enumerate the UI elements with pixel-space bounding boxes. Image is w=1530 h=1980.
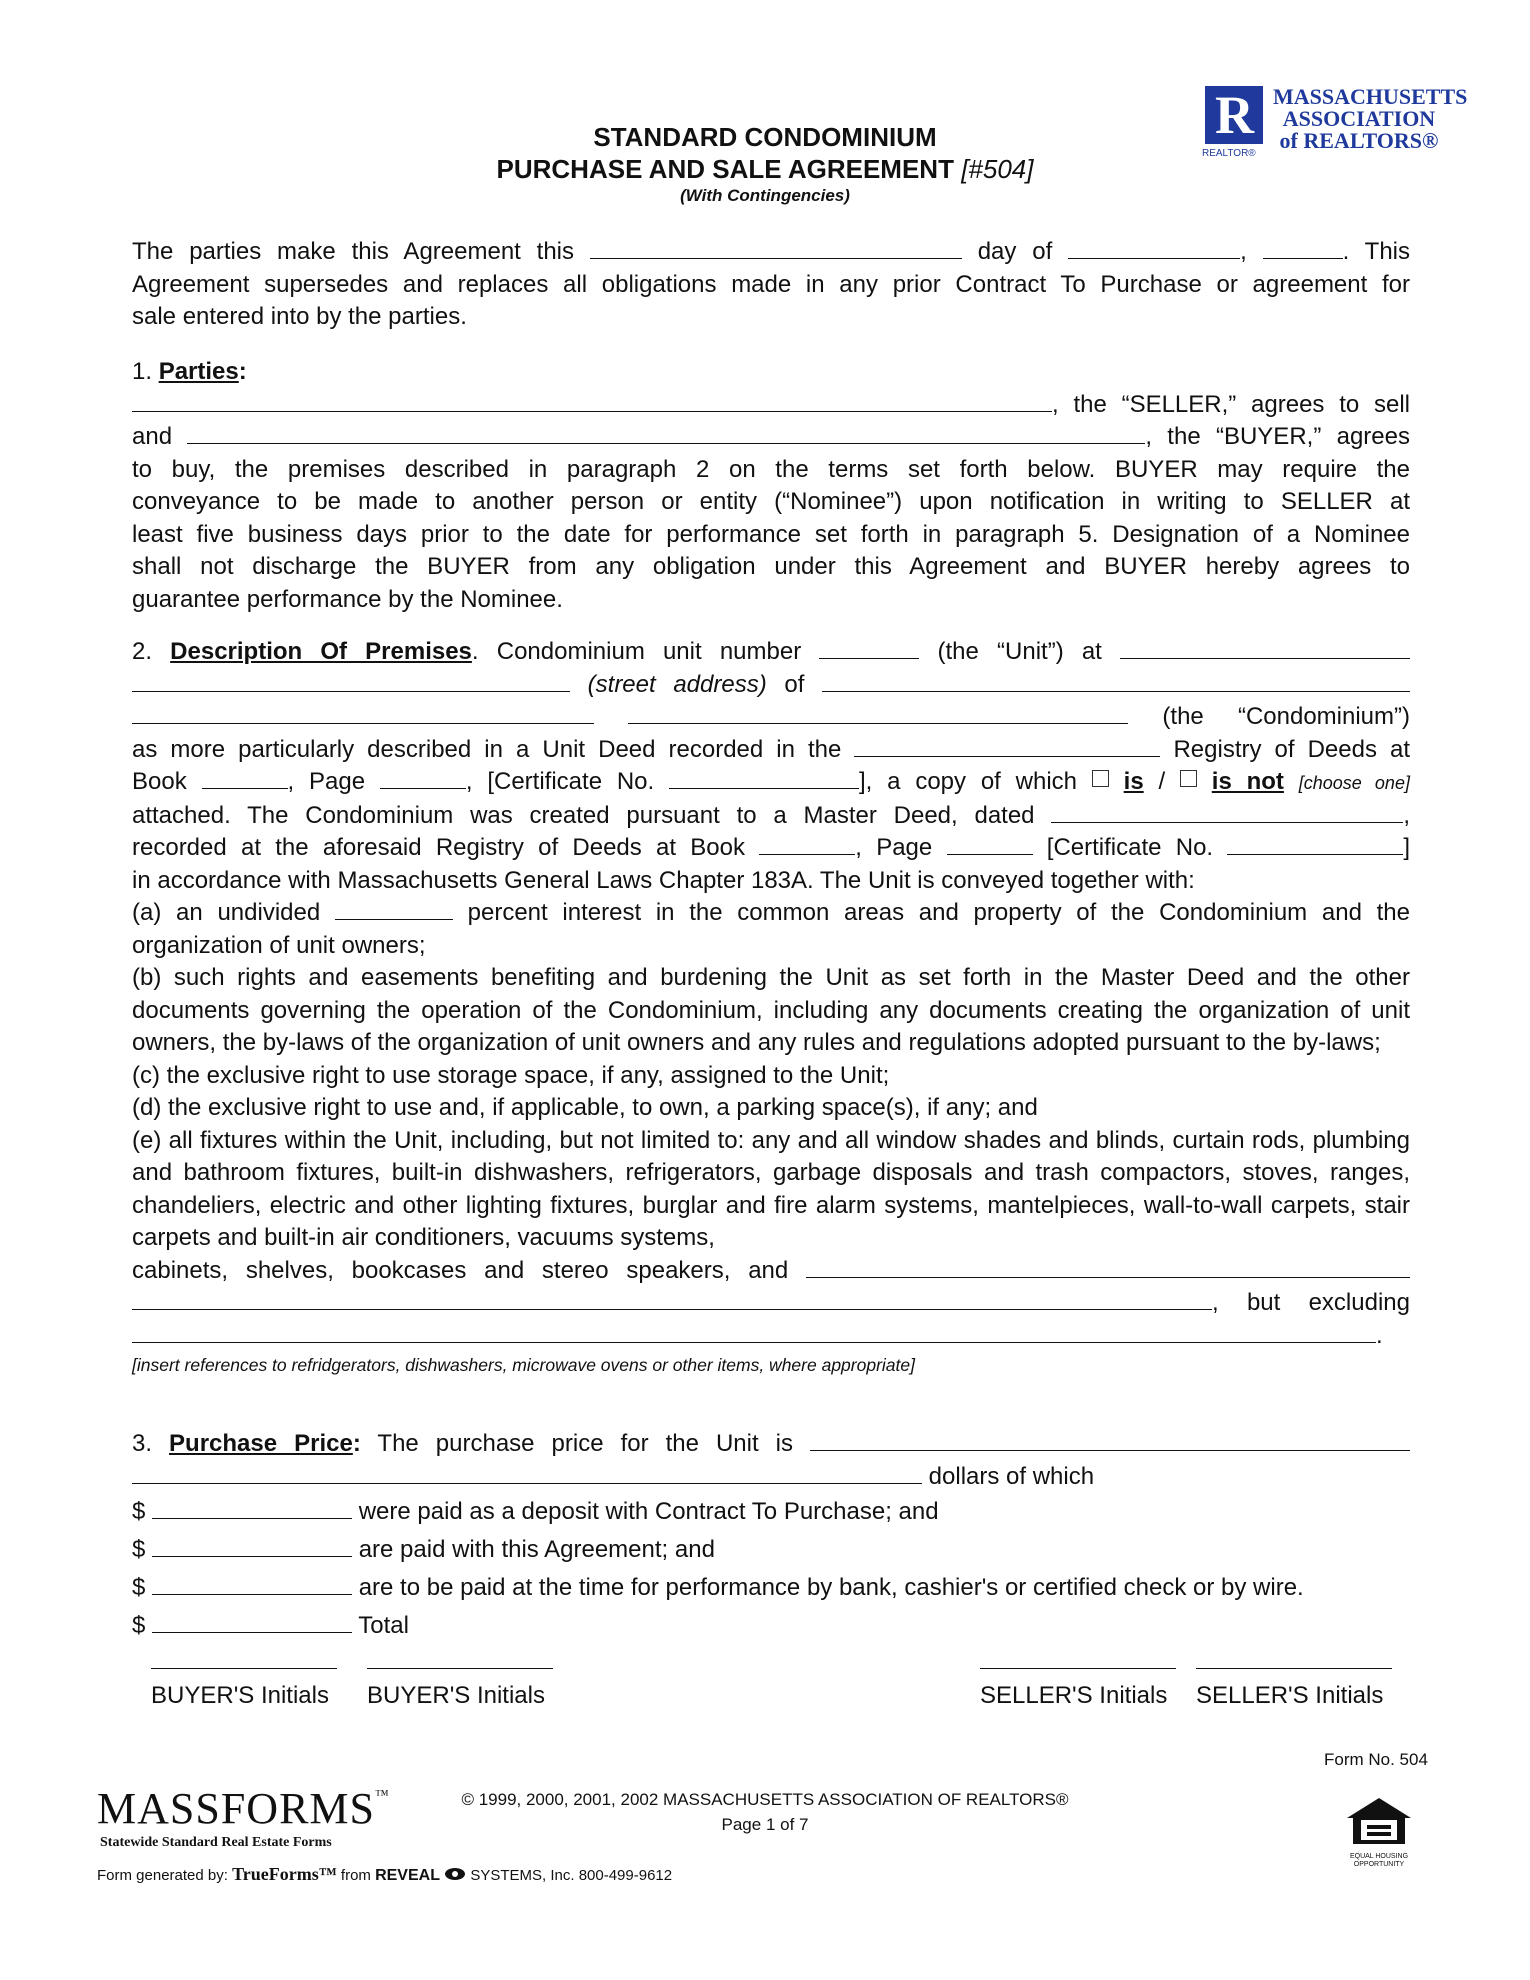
copyright: © 1999, 2000, 2001, 2002 MASSACHUSETTS ASSOCIATION OF REALTORS®	[461, 1790, 1069, 1809]
total-field[interactable]	[152, 1610, 352, 1633]
mar-logo	[1202, 84, 1468, 162]
street-address-field[interactable]	[132, 669, 570, 692]
condo-name-field-a[interactable]	[132, 701, 594, 724]
title-line2: PURCHASE AND SALE AGREEMENT	[496, 154, 954, 184]
reveal-eye-icon	[444, 1866, 466, 1882]
seller-name-field[interactable]	[132, 389, 1052, 412]
certificate-field[interactable]	[669, 766, 859, 789]
realtor-r-icon: R	[1205, 86, 1263, 144]
master-deed-date-field[interactable]	[1051, 800, 1403, 823]
unit-address-field[interactable]	[1120, 636, 1410, 659]
form-number: Form No. 504	[1324, 1750, 1428, 1769]
purchase-price-words-field[interactable]	[132, 1461, 922, 1484]
reveal-logo: REVEAL	[375, 1867, 440, 1884]
master-book-field[interactable]	[759, 832, 855, 855]
deposit-agreement-field[interactable]	[152, 1534, 352, 1557]
unit-number-field[interactable]	[819, 636, 919, 659]
document-title: STANDARD CONDOMINIUM	[593, 122, 937, 152]
equal-housing-logo	[1343, 1796, 1415, 1869]
generated-by: Form generated by: TrueForms™ from REVEAL SYSTEMS, Inc. 800-499-9612	[97, 1864, 673, 1884]
contingencies-note: (With Contingencies)	[680, 186, 850, 205]
page-field[interactable]	[380, 766, 466, 789]
purchase-price-heading: Purchase Price	[169, 1430, 353, 1457]
agreement-date-field[interactable]	[590, 236, 962, 259]
buyer-name-field[interactable]	[187, 421, 1145, 444]
buyer-initials-1[interactable]: BUYER'S Initials	[151, 1668, 337, 1710]
master-certificate-field[interactable]	[1227, 832, 1403, 855]
section-parties: 1. Parties: , the “SELLER,” agrees to sell and , the “BUYER,” agrees to buy, the premises described in paragraph 2 on the terms set forth below. BUYER may require the conveyance to be made to another person or entity (“Nominee”) upon notification in writing to SELLER at least five business days prior to the date for performance set forth in paragraph 5. Designation of a Nominee shall not discharge the BUYER from any obligation under this Agreement and BUYER hereby agrees to guarantee performance by the Nominee.	[132, 358, 1410, 613]
is-attached-checkbox[interactable]	[1092, 770, 1109, 787]
agreement-month-field[interactable]	[1068, 236, 1240, 259]
balance-due-field[interactable]	[152, 1572, 352, 1595]
master-page-field[interactable]	[947, 832, 1033, 855]
fixtures-included-field[interactable]	[806, 1255, 1410, 1278]
intro-paragraph: The parties make this Agreement this day of , . This Agreement supersedes and replaces all obligations made in any prior Contract To Purchase or agreement for sale entered into by the parties.	[132, 238, 1411, 330]
purchase-price-field[interactable]	[810, 1428, 1410, 1451]
premises-heading: Description Of Premises	[170, 638, 472, 665]
association-name: MASSACHUSETTS ASSOCIATION of REALTORS®	[1273, 84, 1468, 153]
equal-housing-label: EQUAL HOUSING OPPORTUNITY	[1349, 1853, 1409, 1868]
fixtures-excluded-field[interactable]	[132, 1320, 1376, 1343]
book-field[interactable]	[202, 766, 288, 789]
city-field[interactable]	[822, 669, 1410, 692]
form-reference: [#504]	[961, 154, 1034, 184]
fixtures-included-field-2[interactable]	[132, 1287, 1212, 1310]
section-purchase-price: 3. Purchase Price: The purchase price for the Unit is dollars of which $ were paid as a deposit with Contract To Purchase; and $ are paid with this Agreement; and $ are to be paid at the time for performance by bank, cashier's or certified check or by wire. $ Total	[132, 1428, 1410, 1645]
deposit-contract-field[interactable]	[152, 1496, 352, 1519]
massforms-logo: MASSFORMS™	[97, 1784, 390, 1833]
realtor-mark: REALTOR®	[1202, 148, 1256, 159]
section-premises: 2. Description Of Premises. Condominium unit number (the “Unit”) at (street address) of (the “Condominium”) as more particularly described in a Unit Deed recorded in the Registry of Deeds at Book , Page , [Certificate No. ], a copy of which is / is not [choose one] attached. The Condominium was created pursuant to a Master Deed, dated , recorded at the aforesaid Registry of Deeds at Book , Page [Certificate No. ] in accordance with Massachusetts General Laws Chapter 183A. The Unit is conveyed together with: (a) an undivided percent interest in the common areas and property of the Condominium and the organization of unit owners; (b) such rights and easements benefiting and burdening the Unit as set forth in the Master Deed and the other documents governing the operation of the Condominium, including any documents creating the organization of unit owners, the by-laws of the organization of unit owners and any rules and regulations adopted pursuant to the by-laws; (c) the exclusive right to use storage space, if any, assigned to the Unit; (d) the exclusive right to use and, if applicable, to own, a parking space(s), if any; and (e) all fixtures within the Unit, including, but not limited to: any and all window shades and blinds, curtain rods, plumbing and bathroom fixtures, built-in dishwashers, refrigerators, garbage disposals and trash compactors, stoves, ranges, chandeliers, electric and other lighting fixtures, burglar and fire alarm systems, mantelpieces, wall-to-wall carpets, stair carpets and built-in air conditioners, vacuums systems, cabinets, shelves, bookcases and stereo speakers, and , but excluding . [insert references to refridgerators, dishwashers, microwave ovens or other items, where appropriate]	[132, 636, 1410, 1378]
percent-interest-field[interactable]	[335, 897, 453, 920]
massforms-tagline: Statewide Standard Real Estate Forms	[100, 1835, 332, 1850]
seller-initials-2[interactable]: SELLER'S Initials	[1196, 1668, 1392, 1710]
equal-housing-icon	[1343, 1796, 1415, 1848]
insert-references-note: [insert references to refridgerators, dishwashers, microwave ovens or other items, where appropriate]	[132, 1355, 915, 1375]
agreement-year-field[interactable]	[1263, 236, 1343, 259]
is-not-attached-checkbox[interactable]	[1180, 770, 1197, 787]
seller-initials-1[interactable]: SELLER'S Initials	[980, 1668, 1176, 1710]
condo-name-field-b[interactable]	[628, 701, 1128, 724]
parties-heading: Parties	[158, 358, 239, 385]
page-indicator: Page 1 of 7	[721, 1815, 809, 1834]
buyer-initials-2[interactable]: BUYER'S Initials	[367, 1668, 553, 1710]
trueforms-logo: TrueForms™	[232, 1864, 337, 1884]
registry-county-field[interactable]	[854, 734, 1160, 757]
